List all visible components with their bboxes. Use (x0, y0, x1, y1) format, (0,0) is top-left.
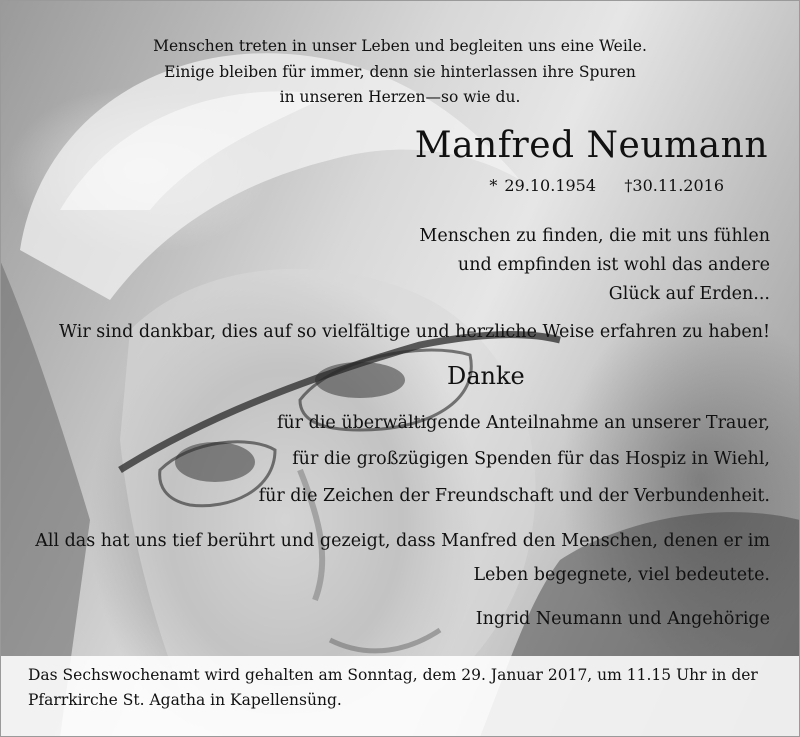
thanks-line-1: für die überwältigende Anteilnahme an unserer Trauer, (276, 413, 770, 433)
intro-line-3: in unseren Herzen—so wie du. (279, 88, 521, 106)
intro-line-2: Einige bleiben für immer, denn sie hinterlassen ihre Spuren (164, 63, 636, 81)
signature: Ingrid Neumann und Angehörige (475, 609, 770, 629)
thanks-line-3: für die Zeichen der Freundschaft und der Verbundenheit. (258, 486, 770, 506)
quote-line-1: Menschen zu finden, die mit uns fühlen (419, 226, 770, 246)
footer-line-2: Pfarrkirche St. Agatha in Kapellensüng. (28, 691, 342, 709)
life-dates: * 29.10.1954 †30.11.2016 (489, 176, 724, 195)
closing-line-2: Leben begegnete, viel bedeutete. (473, 565, 770, 585)
quote-line-2: und empfinden ist wohl das andere (457, 255, 770, 275)
gratitude-line: Wir sind dankbar, dies auf so vielfältige und herzliche Weise erfahren zu haben! (59, 322, 770, 342)
quote-line-3: Glück auf Erden... (608, 284, 770, 304)
deceased-name: Manfred Neumann (414, 125, 768, 166)
intro-line-1: Menschen treten in unser Leben und begleiten uns eine Weile. (153, 37, 647, 55)
thanks-line-2: für die großzügigen Spenden für das Hospiz in Wiehl, (292, 449, 770, 469)
danke-heading: Danke (447, 362, 525, 390)
footer-line-1: Das Sechswochenamt wird gehalten am Sonntag, dem 29. Januar 2017, um 11.15 Uhr in der (28, 666, 758, 684)
closing-line-1: All das hat uns tief berührt und gezeigt, dass Manfred den Menschen, denen er im (35, 531, 770, 551)
